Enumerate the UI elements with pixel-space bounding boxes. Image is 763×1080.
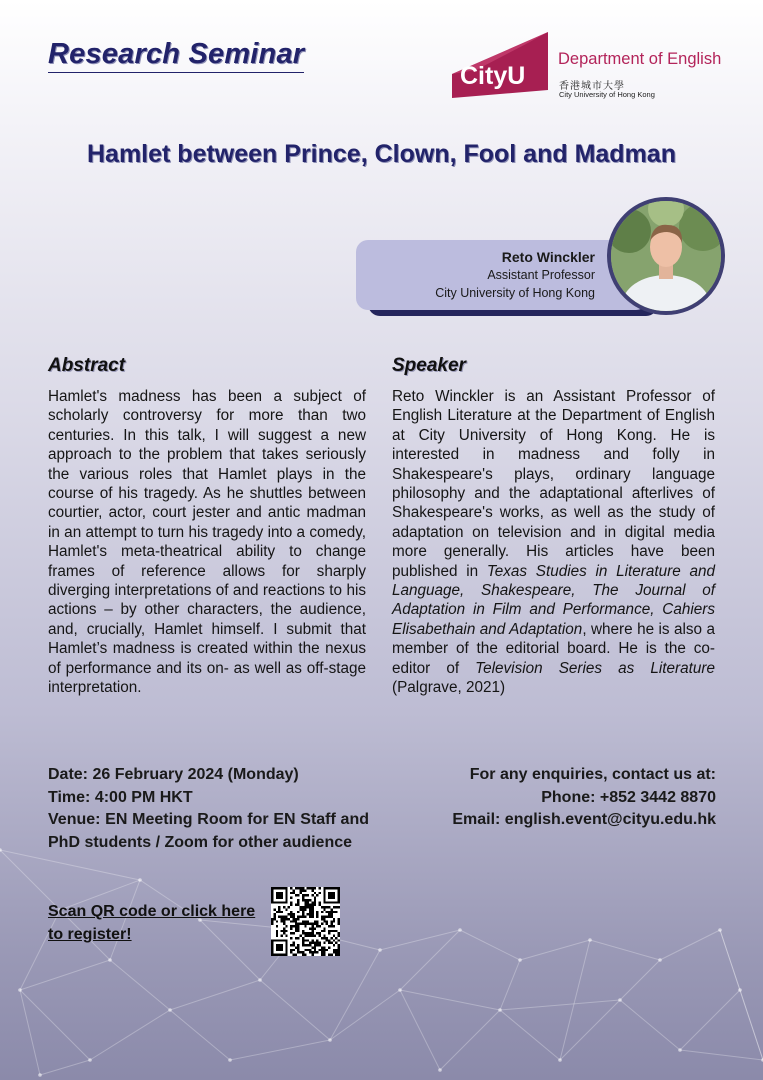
contact-phone: Phone: +852 3442 8870 <box>541 788 716 806</box>
network-node <box>38 1073 42 1077</box>
network-line <box>460 930 520 960</box>
network-node <box>518 958 522 962</box>
network-line <box>230 1040 330 1060</box>
network-line <box>620 1000 680 1050</box>
bio-text-part: Reto Winckler is an Assistant Professor of English Literature at the Department of English at City University of Hong Kong. He is interested in madness and folly in Shakespeare's plays, ordinary language philosophy and the adaptational afterlives of Shakespeare's works, as well as the study of adaptation on television and in digital media more generally. His articles have been published in <box>392 388 715 580</box>
network-line <box>110 960 170 1010</box>
network-line <box>20 960 110 990</box>
network-line <box>560 940 590 1060</box>
network-line <box>720 930 763 1060</box>
network-line <box>400 930 460 990</box>
logo-wordmark: CityU <box>460 62 526 90</box>
network-line <box>20 990 90 1060</box>
contact-heading: For any enquiries, contact us at: <box>469 766 716 783</box>
network-node <box>718 928 722 932</box>
event-time: Time: 4:00 PM HKT <box>48 788 193 806</box>
register-qr-code[interactable] <box>271 887 340 956</box>
network-node <box>108 958 112 962</box>
speaker-photo <box>607 197 725 315</box>
speaker-name: Reto Winckler <box>501 249 595 265</box>
abstract-text: Hamlet's madness has been a subject of scholarly controversy for more than two centuries. In this talk, I will suggest a new approach to the problem that takes seriously the various roles that Hamlet plays in the course of his tragedy. As he shuttles between courtier, actor, court jester and antic madman in an attempt to turn his tragedy into a comedy, Hamlet's meta-theatrical ability to change frames of reference allows for sharply diverging interpretations of and reactions to his actions – by other characters, the audience, and, crucially, Hamlet himself. I submit that Hamlet’s madness is created within the nexus of performance and its on- as well as off-stage interpretation. <box>48 388 366 697</box>
bio-journals: Texas Studies in Literature and Language, Shakespeare, The Journal of Adaptation in Film and Performance, Cahiers Elisabethain and Adaptation <box>392 562 715 638</box>
network-node <box>88 1058 92 1062</box>
network-node <box>738 988 742 992</box>
bio-text-part: , where he is also a member of the editorial board. He is the co-editor of <box>392 620 715 677</box>
speaker-affiliation: City University of Hong Kong <box>435 286 595 300</box>
speaker-section-heading: Speaker <box>392 355 466 376</box>
network-line <box>0 850 140 880</box>
network-node <box>138 878 142 882</box>
event-details <box>48 764 369 854</box>
network-line <box>660 930 720 960</box>
bio-text-part: (Palgrave, 2021) <box>392 679 506 697</box>
network-node <box>678 1048 682 1052</box>
network-line <box>680 990 740 1050</box>
network-line <box>170 980 260 1010</box>
network-node <box>258 978 262 982</box>
network-line <box>330 990 400 1040</box>
register-link[interactable]: Scan QR code or click here to register! <box>48 903 256 943</box>
department-name: Department of English <box>558 50 722 68</box>
speaker-bio <box>392 387 715 698</box>
network-line <box>440 1010 500 1070</box>
network-node <box>588 938 592 942</box>
network-line <box>90 1010 170 1060</box>
network-line <box>680 1050 763 1060</box>
network-line <box>500 1010 560 1060</box>
network-node <box>378 948 382 952</box>
contact-email[interactable]: Email: english.event@cityu.edu.hk <box>452 811 716 828</box>
event-venue: Venue: EN Meeting Room for EN Staff and PhD students / Zoom for other audience <box>48 811 369 851</box>
network-node <box>398 988 402 992</box>
network-node <box>228 1058 232 1062</box>
network-node <box>498 1008 502 1012</box>
contact-info <box>396 764 716 832</box>
network-line <box>380 930 460 950</box>
talk-title: Hamlet between Prince, Clown, Fool and Madman <box>87 140 676 168</box>
network-line <box>560 1000 620 1060</box>
network-line <box>590 940 660 960</box>
network-node <box>558 1058 562 1062</box>
network-line <box>170 1010 230 1060</box>
series-title: Research Seminar <box>48 38 304 73</box>
network-node <box>328 1038 332 1042</box>
network-line <box>20 990 40 1075</box>
university-english-name: City University of Hong Kong <box>559 90 655 99</box>
network-line <box>620 960 660 1000</box>
network-node <box>658 958 662 962</box>
network-line <box>520 940 590 960</box>
network-line <box>260 980 330 1040</box>
network-line <box>330 950 380 1040</box>
network-node <box>168 1008 172 1012</box>
bio-book-title: Television Series as Literature <box>475 659 715 677</box>
network-node <box>458 928 462 932</box>
abstract-heading: Abstract <box>48 355 126 376</box>
network-line <box>400 990 440 1070</box>
network-node <box>18 988 22 992</box>
speaker-role: Assistant Professor <box>487 268 595 282</box>
event-date: Date: 26 February 2024 (Monday) <box>48 766 299 783</box>
network-node <box>438 1068 442 1072</box>
network-line <box>500 1000 620 1010</box>
network-node <box>618 998 622 1002</box>
network-line <box>40 1060 90 1075</box>
network-line <box>400 990 500 1010</box>
network-line <box>500 960 520 1010</box>
university-chinese-name: 香港城市大學 <box>559 81 625 92</box>
